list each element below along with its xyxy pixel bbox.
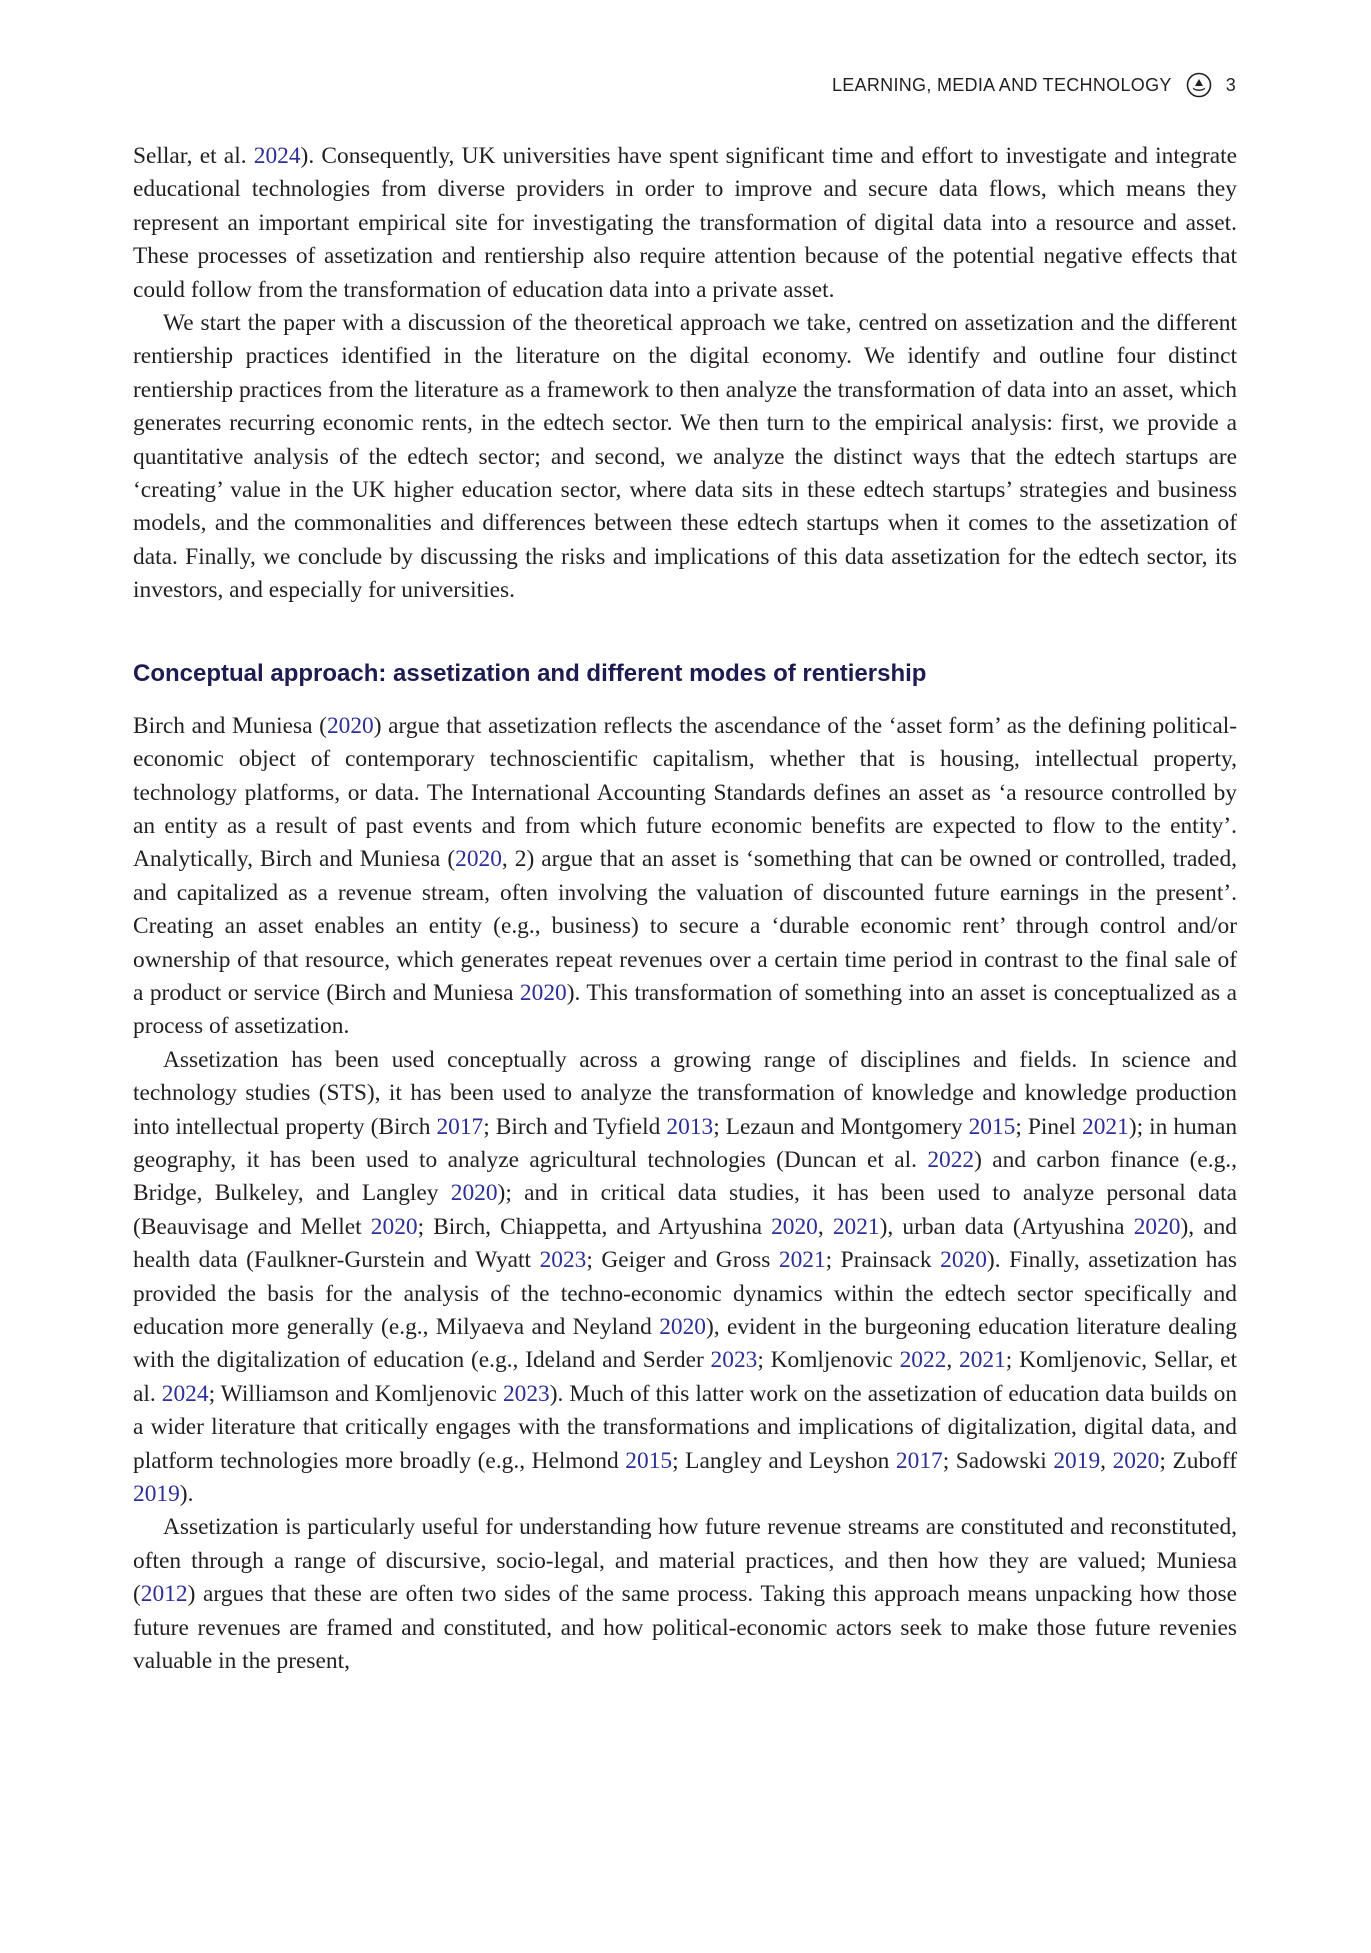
- text-run: ; Prainsack: [825, 1247, 941, 1274]
- citation-link[interactable]: 2017: [436, 1113, 484, 1140]
- text-run: ); in human geography, it has been used to analyze agricultural technologies (Duncan et al.: [133, 1113, 1238, 1173]
- text-run: ; Geiger and Gross: [586, 1247, 779, 1274]
- text-run: ; Sadowski: [942, 1447, 1054, 1474]
- text-run: ) and carbon finance (e.g., Bridge, Bulkeley, and Langley: [133, 1146, 1237, 1207]
- citation-link[interactable]: 2020: [1112, 1447, 1160, 1474]
- text-run: , 2) argue that an asset is ‘something that can be owned or controlled, traded, and capitalized as a revenue stream, often involving the valuation of discounted future earnings in the present’. Creating an asset enables an entity (e.g., business) to secure a ‘durable economic rent’ through control and/or ownership of that resource, which generates repeat revenues over a certain time period in contrast to the final sale of a product or service (Birch and Muniesa: [133, 846, 1237, 1006]
- paragraph: [133, 307, 1237, 608]
- citation-link[interactable]: 2020: [940, 1247, 987, 1274]
- text-run: ).: [179, 1481, 194, 1508]
- citation-link[interactable]: 2023: [539, 1247, 587, 1274]
- citation-link[interactable]: 2023: [710, 1347, 758, 1374]
- text-run: ,: [1100, 1447, 1113, 1474]
- text-run: ; Birch and Tyfield: [483, 1113, 667, 1140]
- text-run: ; Lezaun and Montgomery: [713, 1113, 969, 1140]
- paragraph: [133, 1044, 1237, 1512]
- citation-link[interactable]: 2020: [519, 979, 567, 1006]
- text-run: ). Finally, assetization has provided the basis for the analysis of the techno-economic dynamics within the edtech sector specifically and education more generally (e.g., Milyaeva and Neyland: [133, 1247, 1237, 1340]
- text-run: ). Consequently, UK universities have spent significant time and effort to investigate and integrate educational technologies from diverse providers in order to improve and secure data flows, which means they represent an important empirical site for investigating the transformation of digital data into a resource and asset. These processes of assetization and rentiership also require attention because of the potential negative effects that could follow from the transformation of education data into a private asset.: [133, 143, 1237, 303]
- text-run: Sellar, et al.: [133, 143, 254, 169]
- citation-link[interactable]: 2015: [968, 1113, 1016, 1140]
- body-text: [133, 140, 1237, 1678]
- paragraph: [133, 1511, 1237, 1678]
- text-run: ; Birch, Chiappetta, and Artyushina: [417, 1213, 772, 1240]
- text-run: ); and in critical data studies, it has been used to analyze personal data (Beauvisage and Mellet: [133, 1180, 1237, 1240]
- citation-link[interactable]: 2021: [832, 1213, 880, 1240]
- citation-link[interactable]: 2023: [502, 1380, 550, 1407]
- section-heading: Conceptual approach: assetization and different modes of rentiership: [133, 659, 927, 687]
- journal-title: LEARNING, MEDIA AND TECHNOLOGY: [831, 74, 1172, 95]
- conceptual-approach-section: [133, 710, 1237, 1679]
- page-number: 3: [1225, 74, 1236, 95]
- paragraph: [133, 140, 1237, 307]
- paragraph: [133, 710, 1237, 1044]
- text-run: ; Komljenovic, Sellar, et al.: [133, 1347, 1238, 1407]
- text-run: ; Pinel: [1015, 1113, 1083, 1140]
- text-run: ), urban data (Artyushina: [879, 1213, 1134, 1240]
- text-run: We start the paper with a discussion of the theoretical approach we take, centred on assetization and the different rentiership practices identified in the literature on the digital economy. We identify and outline four distinct rentiership practices from the literature as a framework to then analyze the transformation of data into an asset, which generates recurring economic rents, in the edtech sector. We then turn to the empirical analysis: first, we provide a quantitative analysis of the edtech sector; and second, we analyze the distinct ways that the edtech startups are ‘creating’ value in the UK higher education sector, where data sits in these edtech startups’ strategies and business models, and the commonalities and differences between these edtech startups when it comes to the assetization of data. Finally, we conclude by discussing the risks and implications of this data assetization for the edtech sector, its investors, and especially for universities.: [133, 310, 1237, 604]
- text-run: ), and health data (Faulkner-Gurstein and Wyatt: [133, 1213, 1237, 1274]
- text-run: Birch and Muniesa (: [133, 712, 327, 739]
- text-run: ) argues that these are often two sides of the same process. Taking this approach means unpacking how those future revenues are framed and constituted, and how political-economic actors seek to make those future revenies valuable in the present,: [133, 1581, 1237, 1675]
- citation-link[interactable]: 2022: [899, 1347, 947, 1374]
- citation-link[interactable]: 2024: [253, 143, 301, 169]
- text-run: ; Zuboff: [1159, 1447, 1237, 1474]
- text-run: ; Williamson and Komljenovic: [208, 1380, 503, 1407]
- text-run: ,: [817, 1213, 833, 1240]
- text-run: ; Langley and Leyshon: [672, 1447, 896, 1474]
- citation-link[interactable]: 2019: [1053, 1447, 1101, 1474]
- citation-link[interactable]: 2021: [778, 1247, 826, 1274]
- journal-logo-icon: [1186, 72, 1212, 98]
- citation-link[interactable]: 2020: [450, 1180, 498, 1207]
- text-run: ). This transformation of something into an asset is conceptualized as a process of assetization.: [133, 979, 1237, 1040]
- citation-link[interactable]: 2020: [455, 846, 502, 873]
- text-run: Assetization is particularly useful for understanding how future revenue streams are constituted and reconstituted, often through a range of discursive, socio-legal, and material practices, and then how they are valued; Muniesa (: [133, 1514, 1237, 1608]
- citation-link[interactable]: 2019: [133, 1481, 180, 1508]
- citation-link[interactable]: 2021: [1082, 1113, 1129, 1140]
- text-run: ,: [946, 1347, 959, 1374]
- text-run: ). Much of this latter work on the assetization of education data builds on a wider literature that critically engages with the transformations and implications of digitalization, digital data, and platform technologies more broadly (e.g., Helmond: [133, 1380, 1238, 1474]
- citation-link[interactable]: 2020: [659, 1314, 706, 1340]
- running-header: [832, 70, 1236, 100]
- citation-link[interactable]: 2022: [927, 1146, 975, 1173]
- citation-link[interactable]: 2020: [1133, 1213, 1181, 1240]
- citation-link[interactable]: 2020: [370, 1213, 418, 1240]
- citation-link[interactable]: 2020: [326, 712, 374, 739]
- citation-link[interactable]: 2021: [959, 1347, 1006, 1374]
- text-run: ), evident in the burgeoning education literature dealing with the digitalization of education (e.g., Ideland and Serder: [133, 1314, 1237, 1374]
- citation-link[interactable]: 2012: [140, 1581, 188, 1608]
- text-run: ; Komljenovic: [757, 1347, 900, 1374]
- citation-link[interactable]: 2020: [771, 1213, 818, 1240]
- text-run: ) argue that assetization reflects the ascendance of the ‘asset form’ as the defining political-economic object of contemporary technoscientific capitalism, whether that is housing, intellectual property, technology platforms, or data. The International Accounting Standards defines an asset as ‘a resource controlled by an entity as a result of past events and from which future economic benefits are expected to flow to the entity’. Analytically, Birch and Muniesa (: [133, 712, 1237, 873]
- citation-link[interactable]: 2024: [161, 1380, 209, 1407]
- text-run: Assetization has been used conceptually across a growing range of disciplines and fields. In science and technology studies (STS), it has been used to analyze the transformation of knowledge and knowledge production into intellectual property (Birch: [133, 1046, 1237, 1140]
- citation-link[interactable]: 2013: [666, 1113, 714, 1140]
- citation-link[interactable]: 2017: [895, 1447, 943, 1474]
- intro-section: [133, 140, 1237, 608]
- citation-link[interactable]: 2015: [625, 1447, 673, 1474]
